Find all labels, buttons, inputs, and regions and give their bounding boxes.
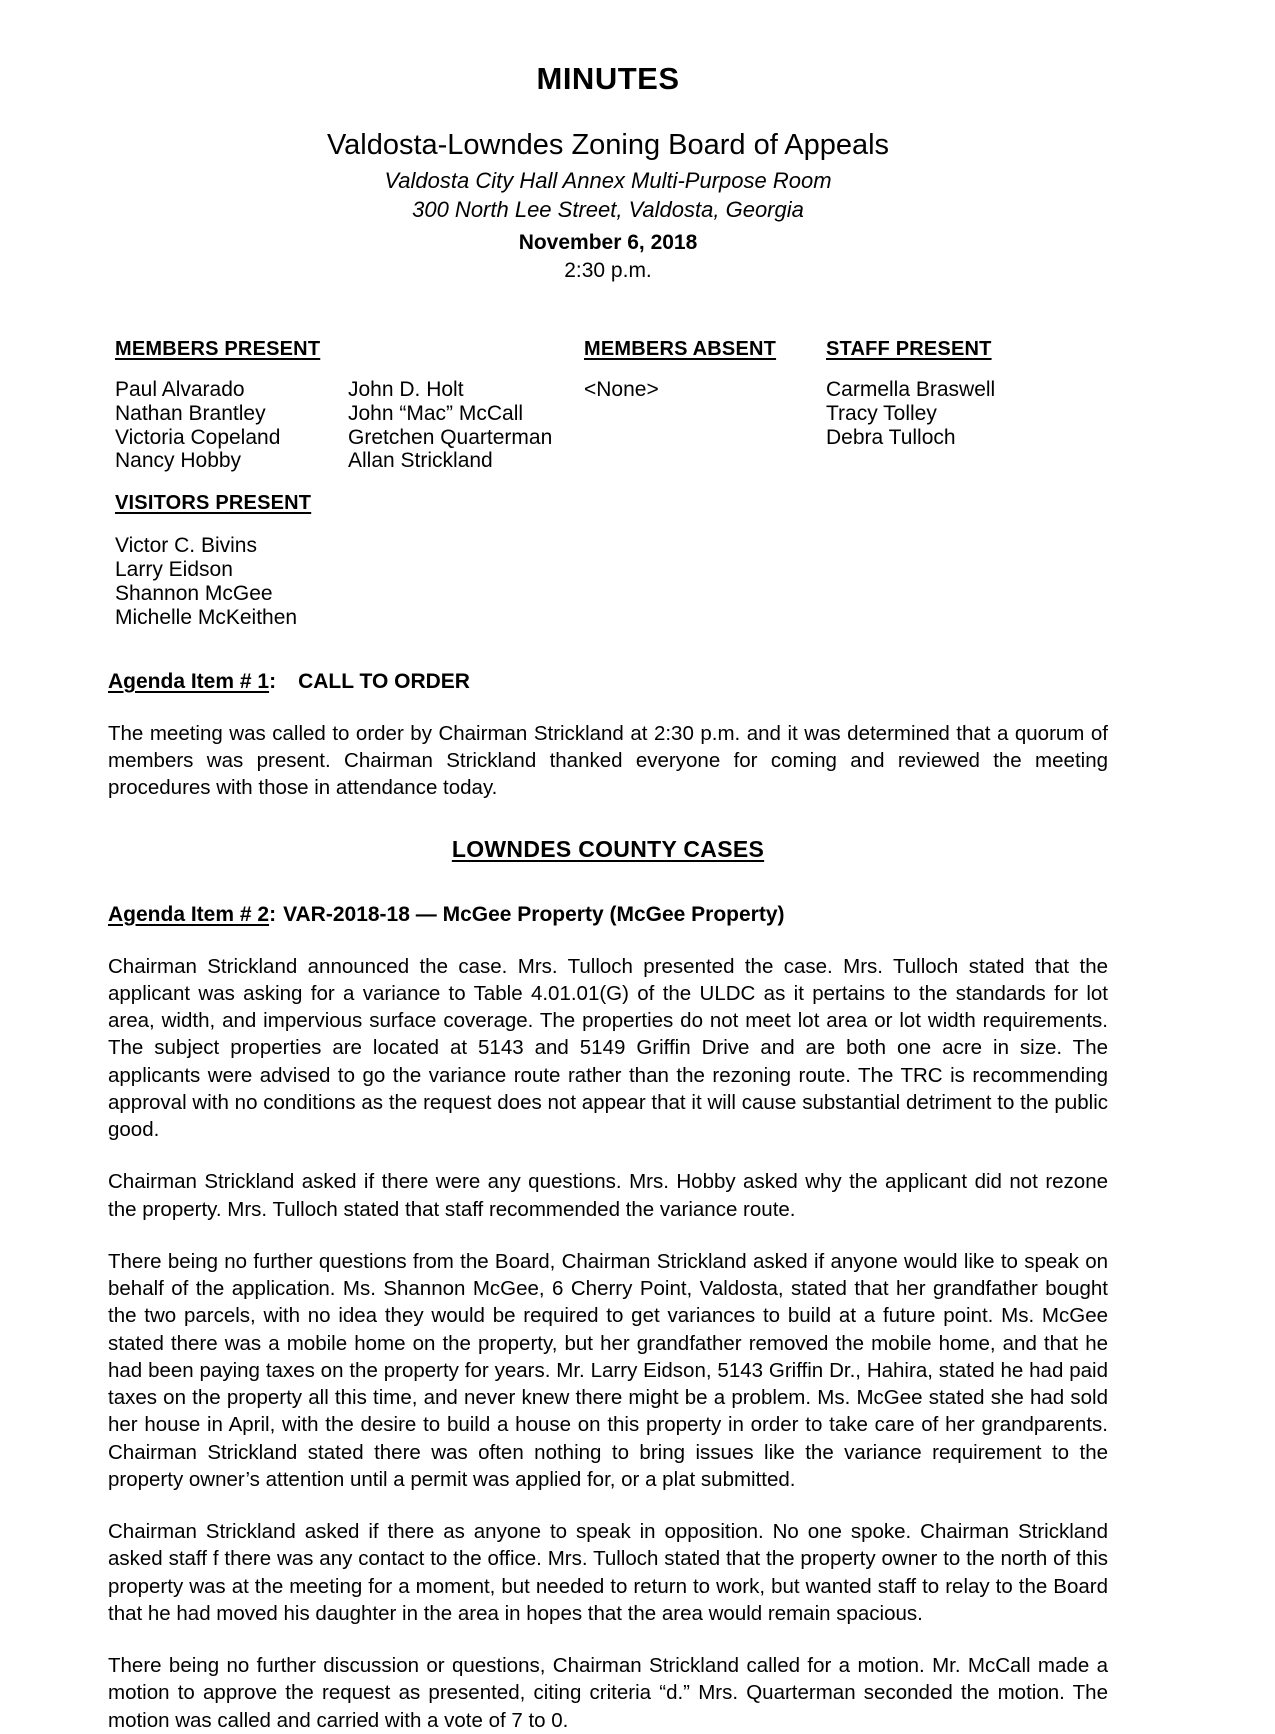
agenda-item-2-paragraph-3: There being no further questions from the Board, Chairman Strickland asked if anyone would like to speak on behalf of the application. Ms. Shannon McGee, 6 Cherry Point, Valdosta, stated that her grandfather bought the two parcels, with no idea they would be required to get variances to build at a future point. Ms. McGee stated there was a mobile home on the property, but her grandfather removed the mobile home, and that he had been paying taxes on the property for years. Mr. Larry Eidson, 5143 Griffin Dr., Hahira, stated he had paid taxes on the property all this time, and never knew there might be a problem. Ms. McGee stated she had sold her house in April, with the desire to build a house on this property in order to take care of her grandparents. Chairman Strickland stated there was often nothing to bring issues like the variance requirement to the property owner’s attention until a permit was applied for, or a plat submitted. xyxy=(108,1249,1108,1491)
agenda-item-1-heading xyxy=(108,670,1108,694)
list-item: John D. Holt xyxy=(348,378,464,402)
page-content xyxy=(108,0,1108,1734)
list-item: Nathan Brantley xyxy=(115,401,266,425)
members-absent-list xyxy=(584,378,804,402)
list-item: Nancy Hobby xyxy=(115,449,242,473)
agenda-item-2-label: Agenda Item # 2 xyxy=(108,902,270,926)
agenda-item-2-colon: : xyxy=(269,902,277,926)
members-present-column-2 xyxy=(348,338,578,489)
visitors-present-heading: VISITORS PRESENT xyxy=(115,492,312,515)
list-item: Larry Eidson xyxy=(115,558,233,582)
members-absent-column xyxy=(584,338,804,418)
agenda-item-1-colon: : xyxy=(269,669,277,693)
list-item: Carmella Braswell xyxy=(826,378,996,402)
visitors-present-section xyxy=(108,492,1108,630)
agenda-item-1-title: CALL TO ORDER xyxy=(298,669,470,693)
visitors-present-list xyxy=(115,534,1108,630)
agenda-item-2-paragraph-4: Chairman Strickland asked if there as anyone to speak in opposition. No one spoke. Chairman Strickland asked staff f there was any contact to the office. Mrs. Tulloch stated that the property owner to the north of this property was at the meeting for a moment, but needed to return to work, but wanted staff to relay to the Board that he had moved his daughter in the area in hopes that the area would remain spacious. xyxy=(108,1520,1108,1625)
agenda-item-2-paragraph-5: There being no further discussion or questions, Chairman Strickland called for a motion. Mr. McCall made a motion to approve the request as presented, citing criteria “d.” Mrs. Quarterman seconded the motion. The motion was called and carried with a vote of 7 to 0. xyxy=(108,1654,1108,1732)
staff-present-column xyxy=(826,338,1086,465)
agenda-item-2-paragraph-2: Chairman Strickland asked if there were any questions. Mrs. Hobby asked why the applicant did not rezone the property. Mrs. Tulloch stated that staff recommended the variance route. xyxy=(108,1170,1108,1221)
agenda-item-2-paragraph-1: Chairman Strickland announced the case. Mrs. Tulloch presented the case. Mrs. Tulloch stated that the applicant was asking for a variance to Table 4.01.01(G) of the ULDC as it pertains to the standards for lot area, width, and impervious surface coverage. The properties do not meet lot area or lot width requirements. The subject properties are located at 5143 and 5149 Griffin Drive and are both one acre in size. The applicants were advised to go the variance route rather than the rezoning route. The TRC is recommending approval with no conditions as the request does not appear that it will cause substantial detriment to the public good. xyxy=(108,954,1108,1142)
venue-line-2: 300 North Lee Street, Valdosta, Georgia xyxy=(412,197,804,223)
list-item: Michelle McKeithen xyxy=(115,605,298,629)
agenda-item-1-label: Agenda Item # 1 xyxy=(108,669,270,693)
staff-present-list xyxy=(826,378,1086,449)
list-item: John “Mac” McCall xyxy=(348,401,524,425)
members-absent-heading: MEMBERS ABSENT xyxy=(584,338,777,361)
lowndes-county-cases-heading: LOWNDES COUNTY CASES xyxy=(451,835,765,862)
list-item: Gretchen Quarterman xyxy=(348,425,553,449)
agenda-item-2-title: VAR-2018-18 — McGee Property (McGee Property) xyxy=(283,902,785,926)
members-present-list-2 xyxy=(348,378,578,473)
members-present-column-1 xyxy=(115,338,355,489)
members-present-list-1 xyxy=(115,378,355,473)
venue-line-1: Valdosta City Hall Annex Multi-Purpose Room xyxy=(384,168,832,194)
list-item: Shannon McGee xyxy=(115,581,273,605)
list-item: Paul Alvarado xyxy=(115,378,245,402)
meeting-date: November 6, 2018 xyxy=(518,230,698,254)
meeting-time: 2:30 p.m. xyxy=(564,258,652,282)
list-item: Debra Tulloch xyxy=(826,425,956,449)
list-item: <None> xyxy=(584,378,659,402)
list-item: Victor C. Bivins xyxy=(115,534,257,558)
page-title: MINUTES xyxy=(536,61,680,96)
attendance-section xyxy=(108,338,1108,488)
list-item: Tracy Tolley xyxy=(826,401,937,425)
staff-present-heading: STAFF PRESENT xyxy=(826,338,992,361)
organization-name: Valdosta-Lowndes Zoning Board of Appeals xyxy=(326,129,890,162)
members-present-heading: MEMBERS PRESENT xyxy=(115,338,321,361)
agenda-item-2-heading xyxy=(108,903,1108,927)
agenda-item-1-paragraph: The meeting was called to order by Chairman Strickland at 2:30 p.m. and it was determined that a quorum of members was present. Chairman Strickland thanked everyone for coming and reviewed the meeting procedures with those in attendance today. xyxy=(108,721,1108,800)
list-item: Victoria Copeland xyxy=(115,425,281,449)
list-item: Allan Strickland xyxy=(348,449,493,473)
